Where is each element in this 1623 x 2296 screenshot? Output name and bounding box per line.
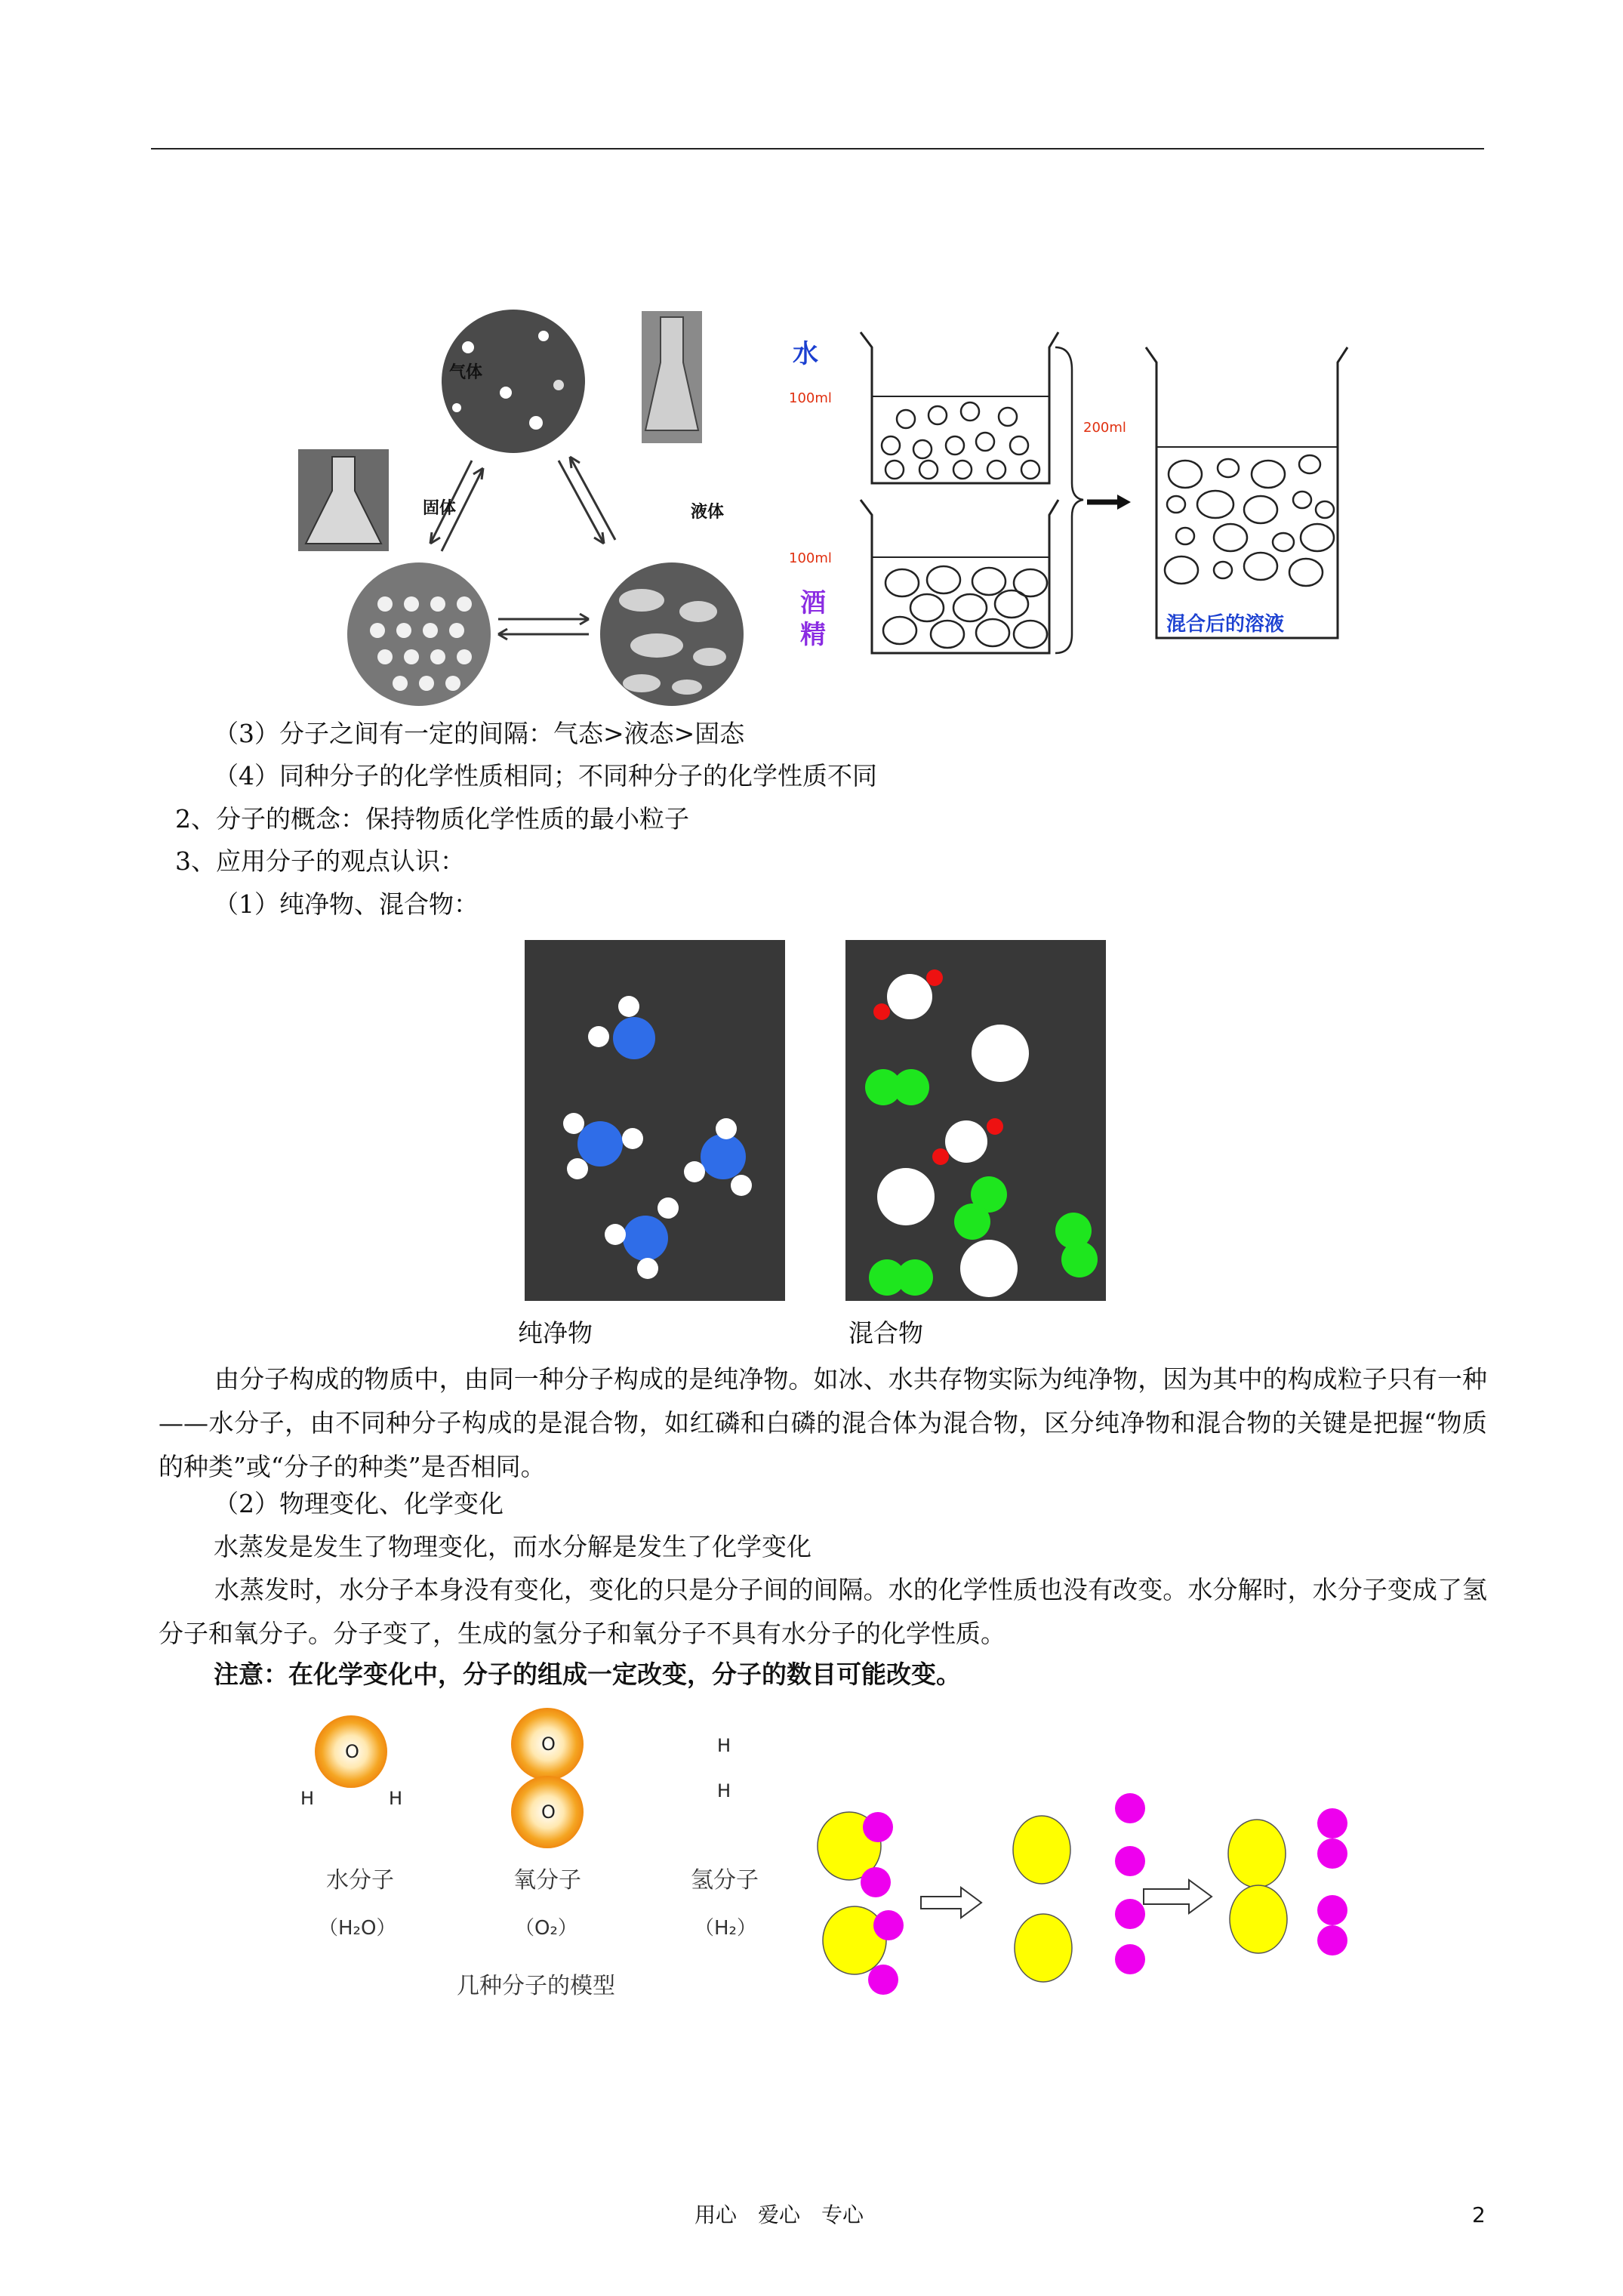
svg-text:H: H [389,1788,403,1809]
header-rule [151,148,1484,149]
svg-text:H: H [300,1788,315,1809]
solid-label: 固体 [423,499,457,518]
svg-text:H: H [717,1735,731,1756]
section-3-2: （2）物理变化、化学变化 [214,1489,504,1518]
mixture-beaker [1146,347,1347,638]
mixture-caption: 混合物 [848,1318,923,1348]
reactant-water-molecule [818,1812,893,1897]
point-3: （3）分子之间有一定的间隔：气态>液态>固态 [214,719,745,748]
reaction-arrow [921,1888,981,1918]
section-3-1: （1）纯净物、混合物： [214,889,479,919]
reactant-water-molecule [823,1906,904,1995]
mixing-volumes-diagram [789,332,1347,653]
product-hydrogen-molecule [1317,1895,1347,1955]
hydrogen-atom [1115,1899,1145,1929]
water-molecule-model [300,1715,402,1809]
white-atom [972,1025,1029,1082]
product-oxygen-molecule [1228,1820,1287,1953]
pure-vs-mixture-figure [521,936,1125,1306]
alcohol-label-2: 精 [800,620,826,650]
oxygen-atom [1015,1914,1072,1982]
section-3: 3、应用分子的观点认识： [175,846,465,876]
svg-text:O: O [541,1801,556,1823]
grouping-brace [1055,347,1083,653]
hydrogen-atom [1115,1846,1145,1876]
paragraph-pure-mixture: 由分子构成的物质中，由同一种分子构成的是纯净物。如冰、水共存物实际为纯净物，因为其中的构成粒子只有一种——水分子，由不同种分子构成的是混合物，如红磷和白磷的混合体为混合物，区分纯净物和混合物的关键是把握“物质的种类”或“分子的种类”是否相同。 [159,1364,1487,1481]
mix-caption: 混合后的溶液 [1166,613,1285,636]
point-4: （4）同种分子的化学性质相同；不同种分子的化学性质不同 [214,761,877,791]
water-formula: （H₂O） [319,1917,396,1940]
oxygen-formula: （O₂） [515,1917,577,1940]
water-volume: 100ml [789,390,832,406]
paragraph-water-change: 水蒸发时，水分子本身没有变化，变化的只是分子间的间隔。水的化学性质也没有改变。水分解时，水分子变成了氢分子和氧分子。分子变了，生成的氢分子和氧分子不具有水分子的化学性质。 [159,1575,1487,1648]
reaction-arrow [1144,1880,1212,1913]
models-caption: 几种分子的模型 [457,1973,615,1999]
section-2: 2、分子的概念：保持物质化学性质的最小粒子 [175,804,689,834]
svg-text:O: O [345,1741,359,1762]
states-of-matter-diagram [298,310,744,706]
hydrogen-molecule-name: 氢分子 [691,1867,759,1894]
hydrogen-molecule-model [717,1735,731,1801]
mix-volume: 200ml [1083,420,1126,436]
white-atom [877,1168,935,1225]
water-decomposition-reaction [818,1793,1347,1995]
water-molecule-name: 水分子 [326,1867,394,1894]
page-number: 2 [1472,2202,1486,2227]
molecule-models-figure [287,1699,1404,2023]
svg-text:H: H [717,1780,731,1801]
oxygen-atom [1013,1816,1070,1884]
pure-substance-panel [525,940,785,1301]
note-line: 注意：在化学变化中，分子的组成一定改变，分子的数目可能改变。 [214,1660,961,1689]
white-atom [960,1240,1018,1297]
alcohol-label-1: 酒 [800,588,826,618]
water-label: 水 [793,339,818,369]
alcohol-volume: 100ml [789,550,832,566]
liquid-label: 液体 [691,503,725,522]
oxygen-molecule-name: 氧分子 [513,1867,581,1894]
solid-sphere [347,562,491,706]
hydrogen-atom [1115,1793,1145,1823]
gas-label: 气体 [449,363,483,382]
footer-motto: 用心 爱心 专心 [694,2202,864,2227]
hydrogen-formula: （H₂） [694,1917,756,1940]
liquid-sphere [600,562,744,706]
mixture-panel [845,940,1106,1301]
svg-text:O: O [541,1734,556,1755]
states-and-mixing-figure [287,302,1374,710]
oxygen-molecule-model [511,1708,584,1848]
product-hydrogen-molecule [1317,1808,1347,1869]
hydrogen-atom [1115,1944,1145,1974]
pure-caption: 纯净物 [518,1318,593,1348]
paragraph-change-types: 水蒸发是发生了物理变化，而水分解是发生了化学变化 [214,1532,812,1561]
